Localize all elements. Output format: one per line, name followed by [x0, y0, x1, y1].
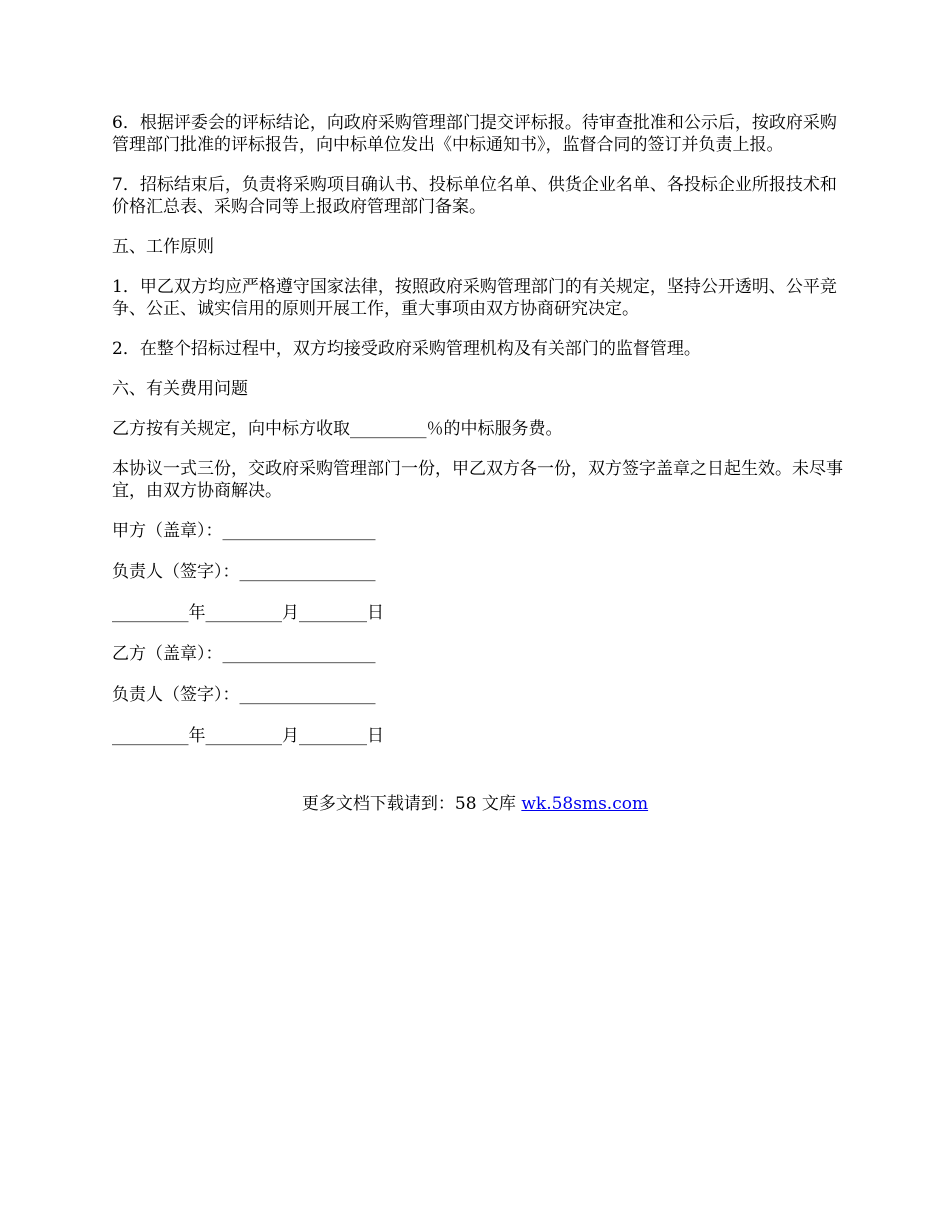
- section-heading-work-principles: 五、工作原则: [112, 237, 214, 257]
- party-a-signatory-line: 负责人（签字）：________________: [112, 562, 376, 582]
- footer-text: 更多文档下载请到：58 文库: [301, 794, 522, 814]
- party-a-date-line: _________年_________月________日: [112, 603, 384, 623]
- paragraph-item-7: 7．招标结束后，负责将采购项目确认书、投标单位名单、供货企业名单、各投标企业所报技术和价格汇总表、采购合同等上报政府管理部门备案。: [112, 175, 837, 217]
- document-body: [112, 112, 852, 766]
- party-a-seal-line: 甲方（盖章）：__________________: [112, 521, 376, 541]
- footer-link[interactable]: wk.58sms.com: [521, 794, 649, 814]
- paragraph-item-6: 6．根据评委会的评标结论，向政府采购管理部门提交评标报。待审查批准和公示后，按政府采购管理部门批准的评标报告，向中标单位发出《中标通知书》，监督合同的签订并负责上报。: [112, 113, 837, 155]
- paragraph-principle-2: 2．在整个招标过程中，双方均接受政府采购管理机构及有关部门的监督管理。: [112, 339, 701, 359]
- party-b-signatory-line: 负责人（签字）：________________: [112, 685, 376, 705]
- party-b-date-line: _________年_________月________日: [112, 726, 384, 746]
- download-footer: [0, 793, 950, 815]
- party-b-seal-line: 乙方（盖章）：__________________: [112, 644, 376, 664]
- paragraph-principle-1: 1．甲乙双方均应严格遵守国家法律，按照政府采购管理部门的有关规定，坚持公开透明、公平竞争、公正、诚实信用的原则开展工作，重大事项由双方协商研究决定。: [112, 277, 837, 319]
- paragraph-service-fee: 乙方按有关规定，向中标方收取_________％的中标服务费。: [112, 419, 563, 439]
- paragraph-agreement-copies: 本协议一式三份，交政府采购管理部门一份，甲乙双方各一份，双方签字盖章之日起生效。未尽事宜，由双方协商解决。: [112, 459, 843, 501]
- section-heading-fees: 六、有关费用问题: [112, 379, 248, 399]
